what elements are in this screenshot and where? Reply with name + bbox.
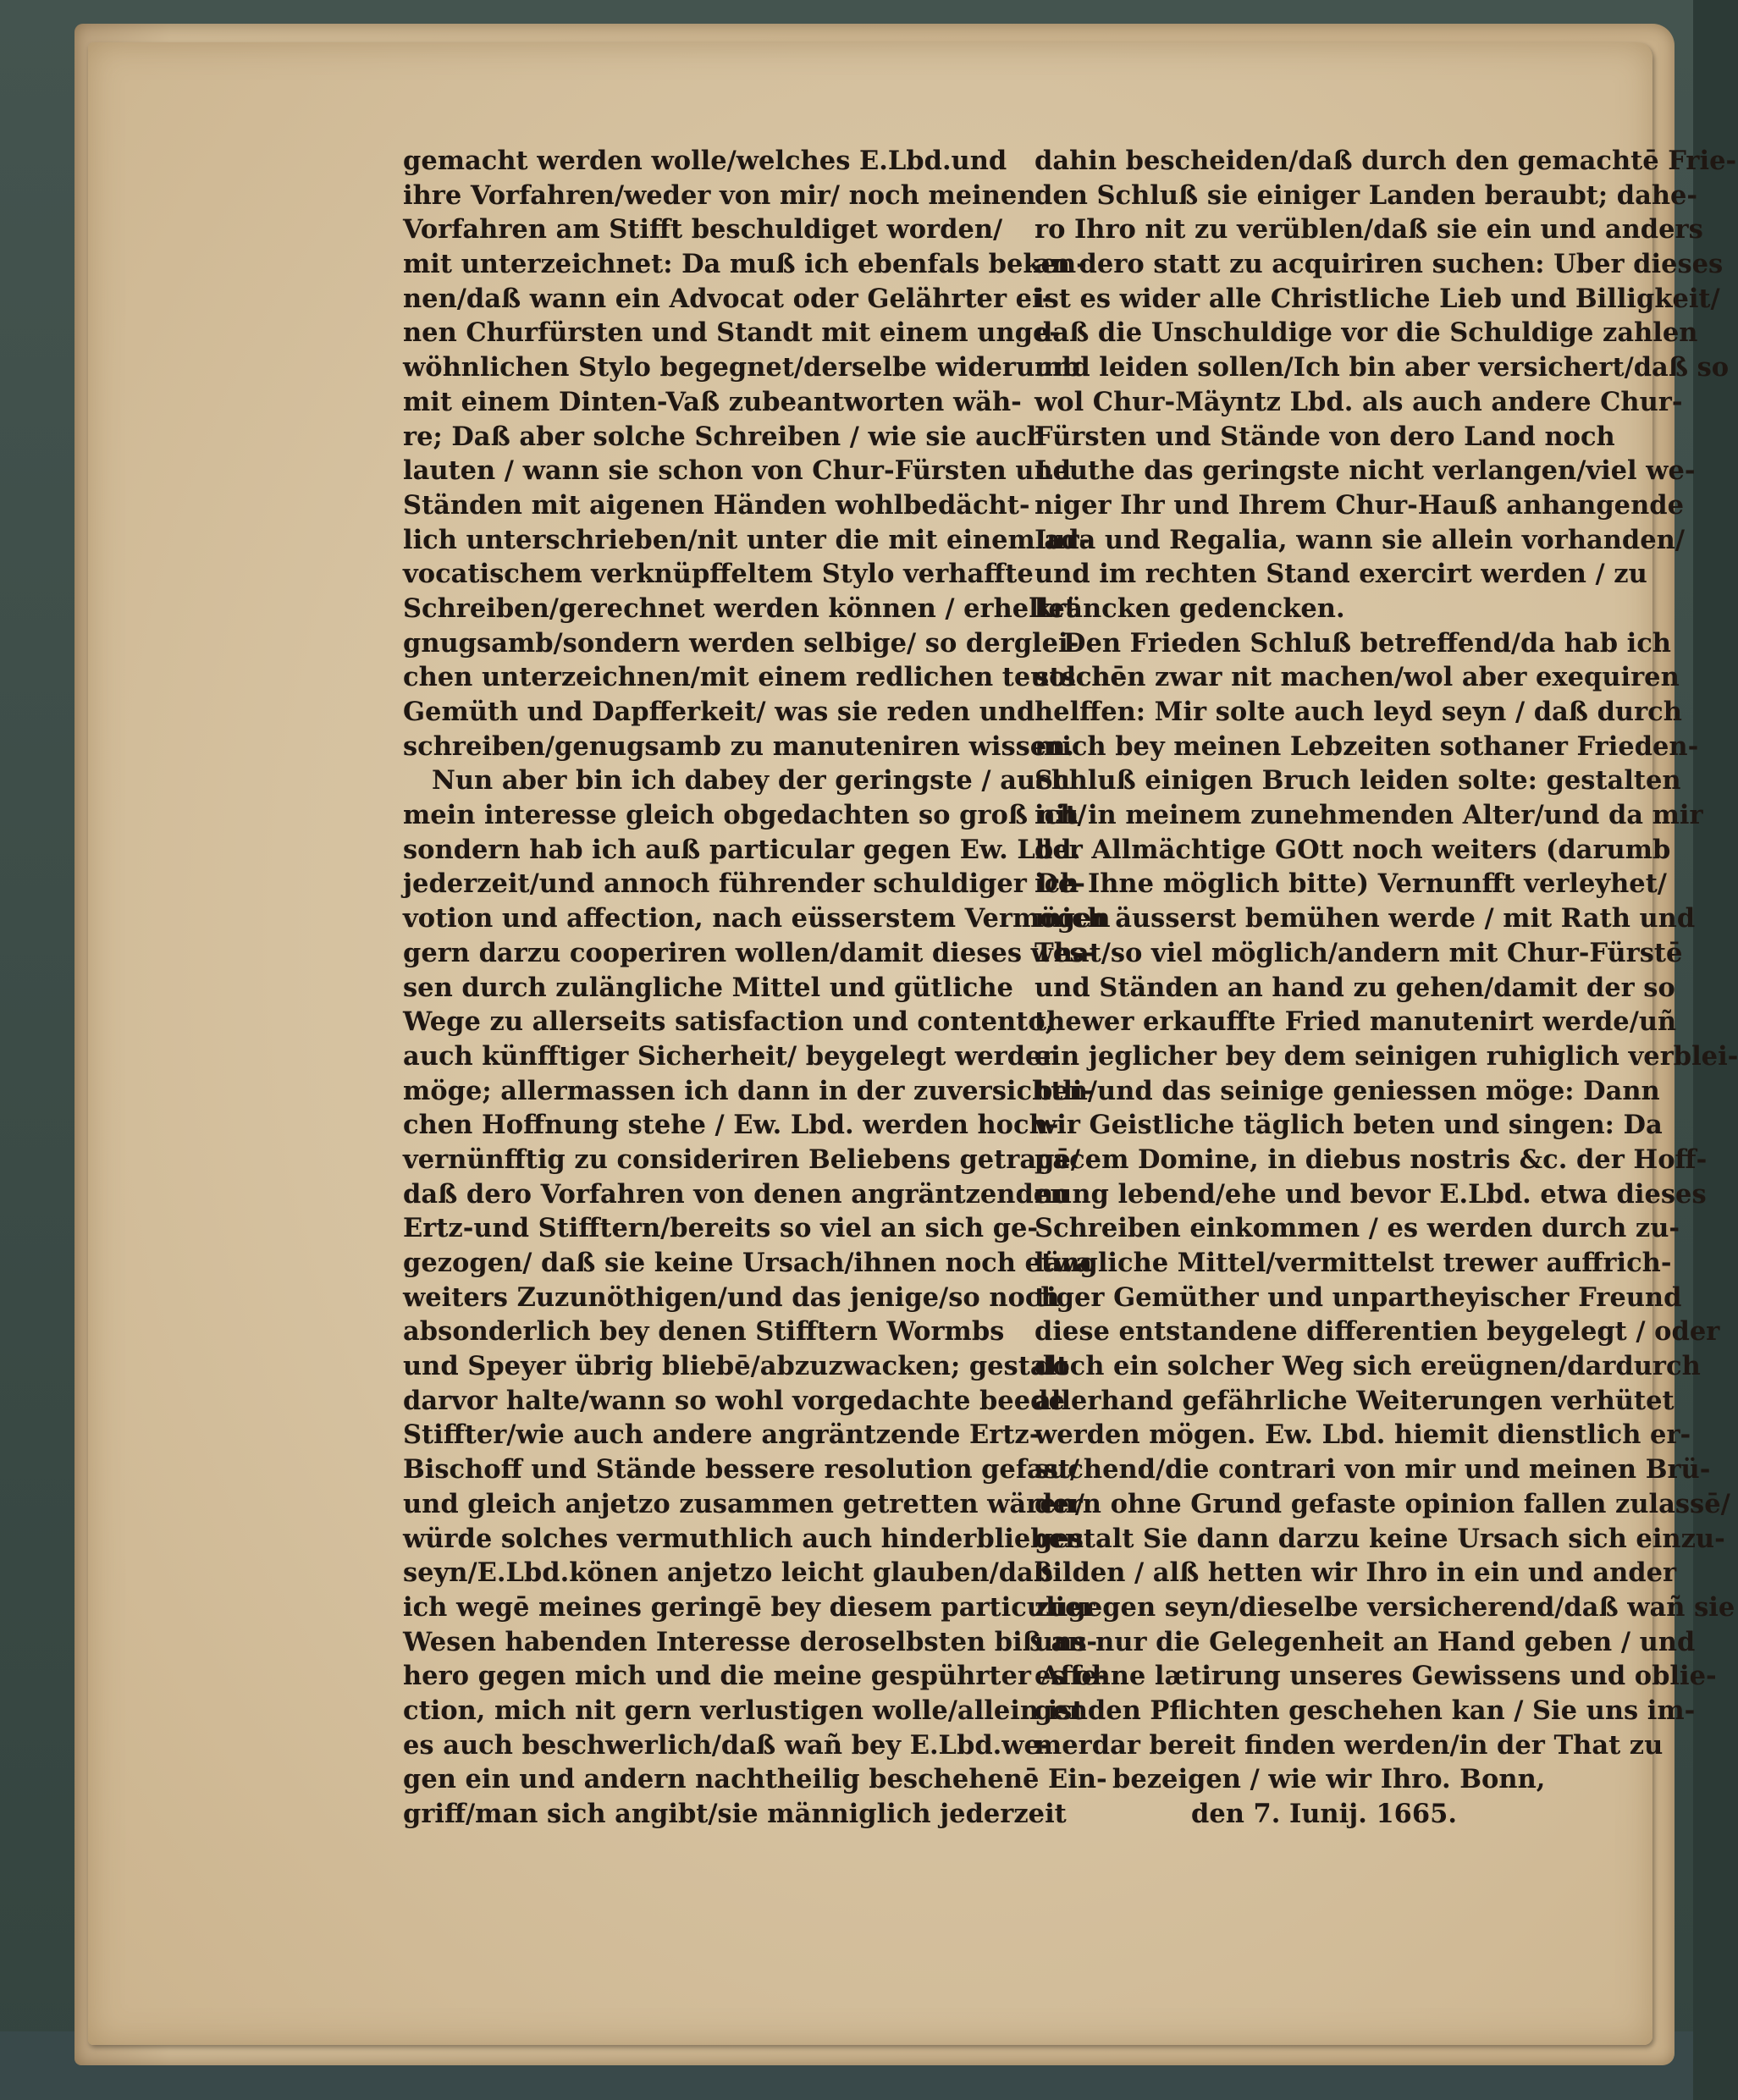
text-line: votion und affection, nach eüsserstem Vermögen [403, 903, 1111, 934]
text-line: mein interesse gleich obgedachten so groß nit/ [403, 800, 1087, 831]
text-line: und gleich anjetzo zusammen getretten wären/ [403, 1488, 1084, 1519]
text-line: Ertz-und Stifftern/bereits so viel an sich ge- [403, 1213, 1039, 1244]
text-line: darvor halte/wann so wohl vorgedachte beede [403, 1385, 1065, 1416]
text-line: ich in meinem zunehmenden Alter/und da mir [1035, 800, 1703, 831]
text-line: chen Hoffnung stehe / Ew. Lbd. werden hoch- [403, 1110, 1059, 1141]
text-line: weiters Zuzunöthigen/und das jenige/so noch [403, 1281, 1060, 1313]
text-line: uns nur die Gelegenheit an Hand geben / und [1035, 1626, 1696, 1657]
text-line: sen durch zulängliche Mittel und gütliche [403, 972, 1013, 1003]
text-line: wir Geistliche täglich beten und singen: Da [1035, 1110, 1663, 1141]
text-line: ction, mich nit gern verlustigen wolle/allein ist [403, 1695, 1084, 1726]
text-line: dern ohne Grund gefaste opinion fallen zulassē/ [1035, 1488, 1730, 1519]
text-line: ben/und das seinige geniessen möge: Dann [1035, 1075, 1660, 1106]
text-line: Schreiben/gerechnet werden können / erhellet [403, 593, 1077, 624]
text-line: Schluß einigen Bruch leiden solte: gestalten [1035, 765, 1681, 796]
text-line: seyn/E.Lbd.könen anjetzo leicht glauben/daß [403, 1557, 1053, 1589]
text-line: sondern hab ich auß particular gegen Ew. Lbd. [403, 834, 1081, 865]
text-line: ist es wider alle Christliche Lieb und Billigkeit/ [1035, 283, 1720, 314]
text-line: gemacht werden wolle/welches E.Lbd.und [403, 146, 1007, 176]
text-line: gen ein und andern nachtheilig beschehenē Ein- [403, 1764, 1107, 1795]
text-line: würde solches vermuthlich auch hinderblieben [403, 1523, 1084, 1554]
text-line: niger Ihr und Ihrem Chur-Hauß anhangende [1035, 489, 1684, 521]
text-line: es ohne lætirung unseres Gewissens und oblie- [1035, 1661, 1717, 1692]
text-line: Nun aber bin ich dabey der geringste / auch [432, 765, 1070, 796]
text-line: hero gegen mich und die meine gespührter Affe- [403, 1661, 1109, 1692]
text-line: möge; allermassen ich dann in der zuversichtli- [403, 1075, 1094, 1106]
text-line: nung lebend/ehe und bevor E.Lbd. etwa dieses [1035, 1178, 1707, 1210]
text-line: Iura und Regalia, wann sie allein vorhanden/ [1035, 524, 1685, 555]
text-line: wol Chur-Mäyntz Lbd. als auch andere Chur- [1035, 386, 1683, 417]
text-line: mit unterzeichnet: Da muß ich ebenfals beken- [403, 249, 1087, 280]
text-line: Fürsten und Stände von dero Land noch [1035, 421, 1615, 452]
text-line: längliche Mittel/vermittelst trewer auffrich- [1035, 1248, 1672, 1278]
text-line: Wesen habenden Interesse deroselbsten biß an- [403, 1626, 1098, 1657]
text-line: Leuthe das geringste nicht verlangen/viel we- [1035, 455, 1696, 487]
text-line: den Schluß sie einiger Landen beraubt; dahe- [1035, 179, 1698, 211]
text-line: Bischoff und Stände bessere resolution gefast/ [403, 1454, 1080, 1485]
text-line: mit einem Dinten-Vaß zubeantworten wäh- [403, 386, 1022, 417]
closing-place-line: bezeigen / wie wir Ihro. Bonn, [1112, 1764, 1546, 1795]
text-line: dahin bescheiden/daß durch den gemachtē Frie- [1035, 146, 1737, 176]
text-line: ro Ihro nit zu verüblen/daß sie ein und anders [1035, 214, 1703, 245]
text-line: diese entstandene differentien beygelegt / oder [1035, 1316, 1720, 1348]
text-line: und Speyer übrig bliebē/abzuzwacken; gestalt [403, 1351, 1069, 1382]
text-line: Vorfahren am Stifft beschuldiget worden/ [403, 214, 1003, 245]
text-line: allerhand gefährliche Weiterungen verhütet [1035, 1385, 1675, 1416]
text-line: zugegen seyn/dieselbe versicherend/daß wañ sie [1035, 1591, 1735, 1623]
text-line: That/so viel möglich/andern mit Chur-Fürstē [1035, 937, 1683, 968]
text-line: Den Frieden Schluß betreffend/da hab ich [1063, 627, 1671, 659]
text-line: bilden / alß hetten wir Ihro in ein und ander [1035, 1557, 1677, 1589]
text-line: nen Churfürsten und Standt mit einem unge- [403, 317, 1061, 349]
text-line: vocatischem verknüpffeltem Stylo verhaffte [403, 559, 1034, 590]
left-text-column [403, 144, 1127, 1832]
text-line: kräncken gedencken. [1035, 593, 1345, 624]
text-line: und leiden sollen/Ich bin aber versichert/daß so [1035, 352, 1730, 383]
text-line: daß die Unschuldige vor die Schuldige zahlen [1035, 317, 1698, 349]
right-text-column [1035, 144, 1738, 1832]
text-line: lauten / wann sie schon von Chur-Fürsten und [403, 455, 1072, 487]
text-line: ich Ihne möglich bitte) Vernunfft verleyhet/ [1035, 868, 1667, 900]
text-line: griff/man sich angibt/sie männiglich jederzeit [403, 1799, 1067, 1829]
text-line: gern darzu cooperiren wollen/damit dieses wes- [403, 937, 1095, 968]
text-line: gnugsamb/sondern werden selbige/ so derglei- [403, 627, 1079, 659]
text-line: wöhnlichen Stylo begegnet/derselbe widerumb [403, 352, 1080, 383]
text-line: auch künfftiger Sicherheit/ beygelegt werden [403, 1040, 1061, 1072]
text-line: helffen: Mir solte auch leyd seyn / daß durch [1035, 697, 1682, 727]
text-line: es auch beschwerlich/daß wañ bey E.Lbd.we- [403, 1729, 1051, 1761]
text-line: der Allmächtige GOtt noch weiters (darumb [1035, 834, 1671, 865]
text-line: pacem Domine, in diebus nostris &c. der Hoff- [1035, 1144, 1708, 1175]
text-line: werden mögen. Ew. Lbd. hiemit dienstlich er- [1035, 1419, 1691, 1451]
text-line: Stiffter/wie auch andere angräntzende Ertz- [403, 1419, 1040, 1451]
text-line: lich unterschrieben/nit unter die mit einem ad- [403, 524, 1090, 555]
text-line: ihre Vorfahren/weder von mir/ noch meinen [403, 179, 1036, 211]
text-line: Schreiben einkommen / es werden durch zu- [1035, 1213, 1680, 1244]
text-line: tiger Gemüther und unpartheyischer Freund [1035, 1281, 1682, 1313]
text-line: an dero statt zu acquiriren suchen: Uber dieses [1035, 249, 1724, 280]
text-line: absonderlich bey denen Stifftern Wormbs [403, 1316, 1005, 1348]
text-line: und Ständen an hand zu gehen/damit der so [1035, 972, 1675, 1003]
text-line: re; Daß aber solche Schreiben / wie sie auch [403, 421, 1046, 452]
text-line: gestalt Sie dann darzu keine Ursach sich einzu- [1035, 1523, 1725, 1554]
text-line: gezogen/ daß sie keine Ursach/ihnen noch etwa [403, 1248, 1093, 1278]
text-line: ich wegē meines geringē bey diesem particulier [403, 1591, 1095, 1623]
text-line: mich bey meinen Lebzeiten sothaner Frieden- [1035, 730, 1699, 762]
text-line: daß dero Vorfahren von denen angräntzenden [403, 1178, 1069, 1210]
text-line: merdar bereit finden werden/in der That zu [1035, 1729, 1664, 1761]
text-line: chen unterzeichnen/mit einem redlichen teutschē [403, 662, 1127, 693]
text-line: genden Pflichten geschehen kan / Sie uns im- [1035, 1695, 1696, 1726]
text-line: mich äusserst bemühen werde / mit Rath und [1035, 903, 1696, 934]
text-line: und im rechten Stand exercirt werden / zu [1035, 559, 1647, 590]
text-line: Ständen mit aigenen Händen wohlbedächt- [403, 489, 1030, 521]
text-line: thewer erkauffte Fried manutenirt werde/uñ [1035, 1006, 1677, 1038]
text-line: nen/daß wann ein Advocat oder Gelährter ei- [403, 283, 1053, 314]
text-line: solchen zwar nit machen/wol aber exequiren [1035, 662, 1680, 693]
text-line: suchend/die contrari von mir und meinen Brü- [1035, 1454, 1711, 1485]
text-line: Gemüth und Dapfferkeit/ was sie reden und [403, 697, 1035, 727]
text-line: ein jeglicher bey dem seinigen ruhiglich verblei- [1035, 1040, 1738, 1072]
text-line: jederzeit/und annoch führender schuldiger De- [403, 868, 1085, 900]
closing-date-line: den 7. Iunij. 1665. [1191, 1799, 1457, 1829]
text-line: vernünfftig zu consideriren Beliebens getragē/ [403, 1144, 1080, 1175]
text-line: doch ein solcher Weg sich ereügnen/dardurch [1035, 1351, 1701, 1382]
text-line: Wege zu allerseits satisfaction und contento, [403, 1006, 1055, 1038]
text-line: schreiben/genugsamb zu manuteniren wissen. [403, 730, 1074, 762]
